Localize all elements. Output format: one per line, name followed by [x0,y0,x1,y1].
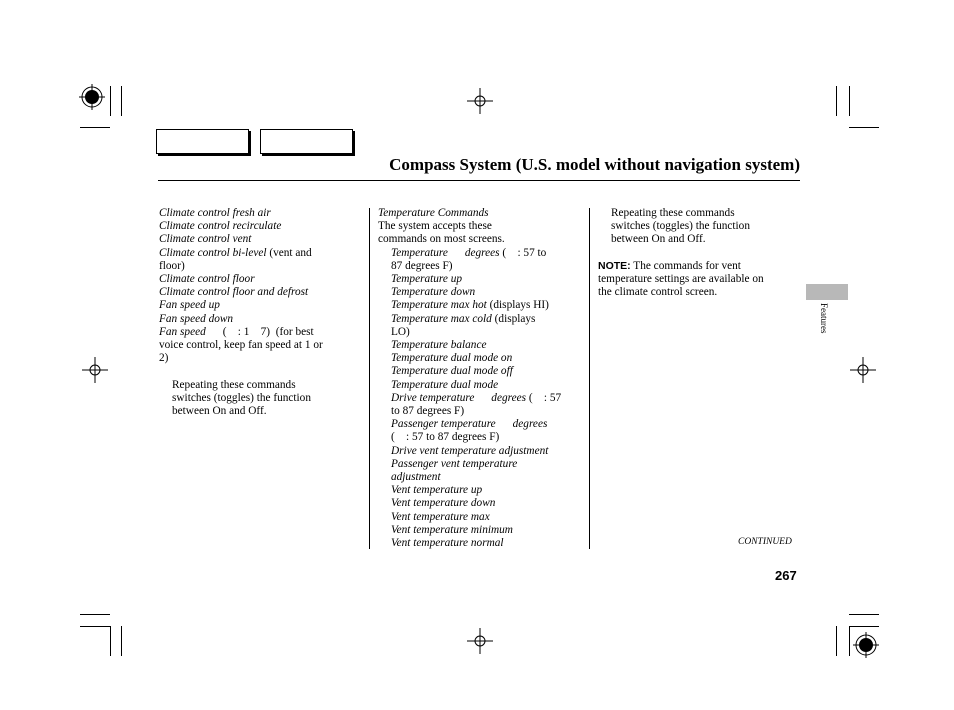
command-phrase: Fan speed down [159,312,234,325]
command-phrase: Temperature down [391,286,476,299]
text-line [378,537,583,550]
command-phrase: Temperature dual mode on [391,352,513,365]
text-line [378,458,583,471]
command-phrase: Temperature Commands [378,207,489,219]
text-fragment: The system accepts these [378,220,492,233]
page-title: Compass System (U.S. model without navigation system) [389,155,800,174]
text-fragment: 2) [159,352,169,365]
column-divider [589,208,590,549]
text-line [378,260,583,273]
text-line [159,392,364,405]
text-fragment [448,247,465,259]
command-phrase: Passenger vent temperature [391,457,518,470]
section-tab [806,284,848,300]
command-phrase: degrees [491,391,527,404]
text-line [378,207,583,220]
command-phrase: Vent temperature down [391,497,496,510]
text-fragment: voice control, keep fan speed at 1 or [159,339,323,352]
text-line [378,313,583,326]
right-column [598,207,803,299]
command-phrase: Climate control bi-level [159,246,267,259]
text-line [378,471,583,484]
paragraph-line: Repeating these commands [611,207,735,219]
command-phrase: Temperature max hot [391,299,487,312]
left-column [159,207,364,418]
text-fragment: (displays [491,312,536,325]
title-rule [158,180,800,181]
command-phrase: Climate control floor and defrost [159,286,309,299]
page-number: 267 [775,568,797,583]
text-line [159,299,364,312]
text-line [159,233,364,246]
text-fragment: between On and Off. [172,405,267,418]
text-line [159,273,364,286]
right-paragraph [598,207,803,247]
text-fragment [474,392,491,404]
command-phrase: Temperature dual mode off [391,365,513,378]
text-line [378,273,583,286]
command-phrase: Temperature [391,246,448,259]
header-tab-box [156,129,249,154]
command-phrase: degrees [512,418,548,431]
note-label: NOTE: [598,259,631,272]
text-line [159,405,364,418]
text-fragment: ( : 57 [526,391,562,404]
text-line [378,511,583,524]
paragraph-line: between On and Off. [611,233,706,246]
text-line [378,484,583,497]
text-line [159,339,364,352]
text-line [378,299,583,312]
text-line [159,313,364,326]
text-line [378,497,583,510]
text-line [378,405,583,418]
registration-target-icon [853,632,879,658]
text-line [159,352,364,365]
note-text: The commands for vent [630,259,741,272]
text-fragment: 87 degrees F) [391,259,453,272]
column-divider [369,208,370,549]
text-line [378,352,583,365]
text-line [378,286,583,299]
command-phrase: Drive vent temperature adjustment [391,444,549,457]
text-fragment: Repeating these commands [172,378,296,391]
text-line [378,365,583,378]
command-phrase: Vent temperature normal [391,537,504,550]
text-line [159,247,364,260]
text-fragment: to 87 degrees F) [391,405,465,418]
crosshair-icon [850,357,876,383]
text-line [378,431,583,444]
command-phrase: Fan speed [159,325,206,338]
text-line [378,524,583,537]
command-phrase: Passenger temperature [391,418,496,431]
note-text: the climate control screen. [598,286,718,299]
text-fragment: commands on most screens. [378,233,505,246]
command-phrase: Drive temperature [391,391,475,404]
command-phrase: adjustment [391,471,441,484]
text-line [159,220,364,233]
note-text: temperature settings are available on [598,273,764,285]
command-phrase: Vent temperature minimum [391,523,513,536]
text-line [378,247,583,260]
text-fragment: ( : 1 7) (for best [205,325,314,338]
text-fragment: (vent and [266,246,312,259]
middle-column [378,207,583,550]
header-tab-box [260,129,353,154]
registration-target-icon [79,84,105,110]
text-line [378,379,583,392]
text-line [159,379,364,392]
text-line [159,260,364,273]
text-line [159,326,364,339]
command-phrase: Vent temperature up [391,484,483,497]
text-fragment [496,418,513,430]
text-line [378,339,583,352]
text-line [378,326,583,339]
command-phrase: Temperature up [391,273,463,286]
command-phrase: Temperature max cold [391,312,492,325]
text-line [159,286,364,299]
command-phrase: Climate control recirculate [159,220,282,233]
crosshair-icon [467,88,493,114]
command-phrase: Climate control floor [159,273,255,286]
command-phrase: Vent temperature max [391,510,490,523]
crosshair-icon [467,628,493,654]
text-line [159,207,364,220]
text-line [378,233,583,246]
spacer [159,365,364,378]
text-fragment: ( : 57 to [499,246,547,259]
text-line [378,418,583,431]
text-fragment: LO) [391,325,410,338]
command-phrase: degrees [464,246,500,259]
command-phrase: Temperature balance [391,339,487,352]
command-phrase: Climate control fresh air [159,207,271,219]
paragraph-line: switches (toggles) the function [611,220,750,233]
text-fragment: switches (toggles) the function [172,391,311,404]
command-phrase: Fan speed up [159,299,220,312]
text-line [378,220,583,233]
text-fragment: (displays HI) [486,299,549,312]
note-block [598,260,803,300]
text-fragment: floor) [159,259,185,272]
crosshair-icon [82,357,108,383]
text-fragment: ( : 57 to 87 degrees F) [391,431,500,444]
command-phrase: Temperature dual mode [391,378,499,391]
continued-label: CONTINUED [738,537,792,547]
text-line [378,392,583,405]
section-label: Features [819,303,829,334]
text-line [378,445,583,458]
command-phrase: Climate control vent [159,233,252,246]
